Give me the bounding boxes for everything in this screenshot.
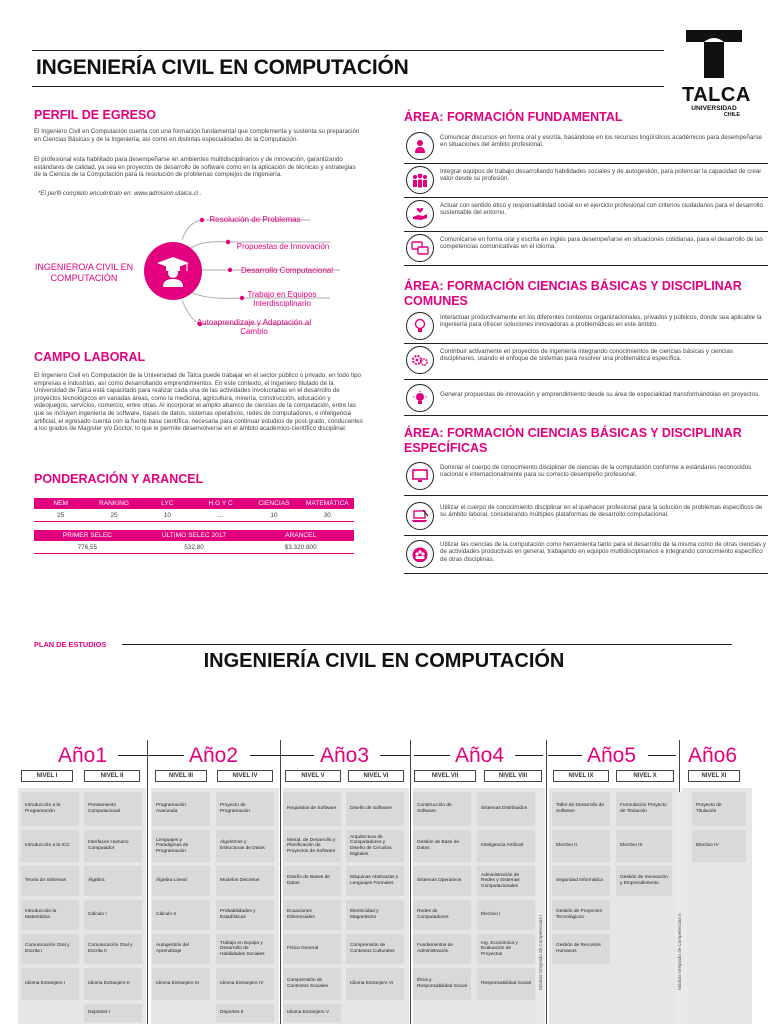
area-title: ÁREA: FORMACIÓN CIENCIAS BÁSICAS Y DISCIPLINAR COMUNES bbox=[404, 279, 742, 308]
year-line bbox=[380, 755, 410, 756]
course-card: Modelos Discretos bbox=[216, 866, 274, 896]
course-card: Lenguajes y Paradigmas de Programación bbox=[152, 830, 210, 862]
year-line bbox=[250, 755, 314, 756]
table-cell: 10 bbox=[163, 511, 171, 519]
header-bottom-line bbox=[32, 86, 664, 87]
course-card: Comunicación Oral y Escrita II bbox=[84, 934, 142, 964]
table-header-cell: LYC bbox=[161, 500, 174, 507]
area-item bbox=[404, 310, 768, 344]
area-item-text: Dominar el cuerpo de conocimiento disciplinar de ciencias de la computación conforme a estándares reconocidos nacional e internacionalmente para su correcto desempeño profesional. bbox=[440, 464, 752, 479]
year-line bbox=[150, 755, 184, 756]
plan-title: INGENIERÍA CIVIL EN COMPUTACIÓN bbox=[203, 650, 565, 672]
course-card: Comprensión de Contextos Sociales bbox=[283, 968, 341, 1000]
perfil-paragraph-2: El profesional esta habilitado para desempeñarse en ambientes multidisciplinarios y de innovación, garantizando estándares de calidad, ya sea en proyectos de desarrollo de software como en la aplicación de técnicas y estrategias de la Ciencia de la Computación para la resolución de problemas complejos de Ingeniería. bbox=[34, 156, 356, 179]
course-card: Gestión de Innovación y Emprendimiento bbox=[616, 866, 672, 896]
nivel-label: NIVEL XI bbox=[688, 770, 740, 782]
team-icon bbox=[406, 166, 434, 194]
speaker-icon bbox=[406, 132, 434, 160]
campo-paragraph: El Ingeniero Civil en Computación de la Universidad de Talca puede trabajar en el sector público o privado, en todo tipo empresas e industrias, así como desarrollando emprendimientos. En este contexto, el Ingeniero titulado de la Universidad de Talca está capacitado para realizar cada una de las actividades involucradas en el desarrollo de proyectos tecnológicos en variadas áreas, como la medicina, agricultura, minería, construcción, educación y videojuegos, servicios, comercio, entre otras. Al incorporar el amplio abanico de ciencias de la computación, entre las que se incluyen ingeniería de software, bases de datos, sistemas operativos, redes de computadores, e inteligencia artificial, el egresado cuenta con la fuerte base científica, necesaria para continuar estudios de post-grado, conducentes a los grados de Magíster y/o Doctor, lo que le permite desenvolverse en el ámbito académico-científico disciplinar. bbox=[34, 372, 363, 433]
course-card: Diseño de Bases de Datos bbox=[283, 866, 341, 896]
year-label: Año2 bbox=[189, 744, 239, 767]
area-item-text: Interactuar productivamente en los diferentes contextos organizacionales, privados y públicos, donde sea aplicable la ingeniería para ofrecer soluciones innovadoras a problemáticas en este ámbito. bbox=[440, 314, 762, 329]
course-card: Álgebra bbox=[84, 866, 142, 896]
nivel-label: NIVEL X bbox=[616, 770, 674, 782]
course-card: Álgebra Lineal bbox=[152, 866, 210, 896]
course-card: Ing. Económica y Evaluación de Proyectos bbox=[477, 934, 535, 964]
logo-sub1: UNIVERSIDAD bbox=[691, 105, 737, 112]
course-card: Construcción de Software bbox=[413, 792, 471, 826]
ponderacion-title: PONDERACIÓN Y ARANCEL bbox=[34, 472, 204, 486]
course-card: Idioma Extranjero II bbox=[84, 968, 142, 1000]
course-card: Comunicación Oral y Escrita I bbox=[21, 934, 79, 964]
year-separator bbox=[546, 740, 547, 1024]
course-card: Idioma Extranjero VI bbox=[346, 968, 404, 1000]
branch-label: Propuestas de Innovación bbox=[236, 242, 330, 251]
course-card: Ética y Responsabilidad Social bbox=[413, 968, 471, 1000]
university-logo bbox=[682, 28, 751, 118]
branch-label: Resolución de Problemas bbox=[209, 215, 301, 224]
divider bbox=[404, 495, 768, 496]
course-card: Programación Avanzada bbox=[152, 792, 210, 826]
plan-category: PLAN DE ESTUDIOS bbox=[34, 640, 107, 649]
course-card: Requisitos de Software bbox=[283, 792, 341, 826]
course-card: Metod. de Desarrollo y Planificación de Proyectos de Software bbox=[283, 830, 341, 862]
course-card: Cálculo I bbox=[84, 900, 142, 930]
area-item bbox=[404, 460, 768, 496]
table-header-cell: MATEMÁTICA bbox=[305, 500, 349, 507]
course-card: Algoritmos y Estructuras de Datos bbox=[216, 830, 274, 862]
divider bbox=[404, 535, 768, 536]
branch-label: Autoaprendizaje y Adaptación al Cambio bbox=[196, 318, 312, 336]
course-card: Introducción a la ICC bbox=[21, 830, 79, 862]
course-card: Cálculo II bbox=[152, 900, 210, 930]
year-label: Año4 bbox=[455, 744, 505, 767]
course-card: Inteligencia Artificial bbox=[477, 830, 535, 862]
course-card: Gestión de Base de Datos bbox=[413, 830, 471, 862]
area-item bbox=[404, 198, 768, 232]
gears-icon bbox=[406, 346, 434, 374]
area-item bbox=[404, 164, 768, 198]
ponderacion-table bbox=[34, 498, 354, 554]
table-header-cell: H.G Y C bbox=[208, 500, 233, 507]
course-card: Comprensión de Contextos Culturales bbox=[346, 934, 404, 964]
area-item-text: Contribuir activamente en proyectos de ingeniería integrando conocimientos de ciencias básicas y ciencias disciplinares, usando el enfoque de sistemas para resolver una problemática específica. bbox=[440, 348, 734, 363]
area-item-text: Actuar con sentido ético y responsabilidad social en el ejercicio profesional con criterios ciudadanos para el desarrollo sustentable del entorno. bbox=[440, 202, 763, 217]
table-cell: 776,55 bbox=[77, 543, 98, 551]
course-card: Electivo II bbox=[552, 830, 610, 862]
table-header-cell: ARANCEL bbox=[285, 532, 317, 539]
area-item-text: Integrar equipos de trabajo desarrollando habilidades sociales y de autogestión, para potenciar la capacidad de crear valor desde su profesión. bbox=[440, 168, 762, 183]
module-label: Módulo Integrado de Competencias I bbox=[538, 914, 543, 990]
campo-title: CAMPO LABORAL bbox=[34, 350, 146, 364]
monitor-icon bbox=[406, 462, 434, 490]
table-cell: 10 bbox=[270, 511, 278, 519]
logo-sub2: CHILE bbox=[723, 112, 740, 118]
graduate-icon bbox=[144, 242, 202, 300]
page-title: INGENIERÍA CIVIL EN COMPUTACIÓN bbox=[36, 56, 409, 79]
table-header-cell: CIENCIAS bbox=[258, 500, 290, 507]
course-card: Introducción la Matemática bbox=[21, 900, 79, 930]
table-header-cell: NEM bbox=[53, 500, 68, 507]
year-line bbox=[515, 755, 543, 756]
logo-mark bbox=[682, 28, 746, 80]
nivel-label: NIVEL II bbox=[84, 770, 140, 782]
nivel-label: NIVEL IX bbox=[553, 770, 609, 782]
nivel-label: NIVEL I bbox=[21, 770, 73, 782]
course-card: Seguridad Informática bbox=[552, 866, 610, 896]
laptop-pen-icon bbox=[406, 502, 434, 530]
course-card: Idioma Extranjero III bbox=[152, 968, 210, 1000]
course-card: Gestión de Proyectos Tecnológicos bbox=[552, 900, 610, 930]
course-card: Sistemas Distribuidos bbox=[477, 792, 535, 826]
divider bbox=[404, 573, 768, 574]
nivel-label: NIVEL VII bbox=[414, 770, 476, 782]
year-separator bbox=[280, 740, 281, 1024]
year-label: Año6 bbox=[688, 744, 738, 767]
divider bbox=[404, 415, 768, 416]
area-item bbox=[404, 232, 768, 266]
idea-icon bbox=[406, 384, 434, 412]
year-separator bbox=[410, 740, 411, 1024]
area-title: ÁREA: FORMACIÓN CIENCIAS BÁSICAS Y DISCIPLINAR ESPECÍFICAS bbox=[404, 426, 742, 455]
table-cell: 30 bbox=[323, 511, 331, 519]
branch-label: Trabajo en Equipos Interdisciplinario bbox=[247, 290, 317, 308]
course-card: Ecuaciones Diferenciales bbox=[283, 900, 341, 930]
table-header-cell: ÚLTIMO SELEC 2017 bbox=[161, 532, 227, 539]
course-card: Pensamiento Computacional bbox=[84, 792, 142, 826]
course-card: Electivo IV bbox=[692, 830, 746, 862]
area-item bbox=[404, 382, 768, 416]
area-item bbox=[404, 500, 768, 536]
area-title: ÁREA: FORMACIÓN FUNDAMENTAL bbox=[404, 110, 623, 124]
area-item-text: Utilizar el cuerpo de conocimiento disciplinar en el quehacer profesional para la solución de problemas específicos de su ámbito laboral, considerando múltiples plataformas de desarrollo computacional. bbox=[440, 504, 763, 519]
table-cell: 25 bbox=[110, 511, 118, 519]
course-card: Idioma Extranjero I bbox=[21, 968, 79, 1000]
nivel-label: NIVEL VIII bbox=[484, 770, 542, 782]
course-card: Idioma Extranjero IV bbox=[216, 968, 274, 1000]
course-card: Diseño de Software bbox=[346, 792, 404, 826]
course-card: Autogestión del Aprendizaje bbox=[152, 934, 210, 964]
course-card: Redes de Computadores bbox=[413, 900, 471, 930]
table-row bbox=[34, 509, 354, 521]
area-item bbox=[404, 538, 768, 574]
table-header-cell: PRIMER SELEC bbox=[62, 532, 112, 539]
course-card: Electivo III bbox=[616, 830, 672, 862]
group-icon bbox=[406, 540, 434, 568]
course-card: Sistemas Operativos bbox=[413, 866, 471, 896]
perfil-center-label: INGENIERO/A CIVIL EN COMPUTACIÓN bbox=[34, 262, 134, 283]
divider bbox=[404, 265, 768, 266]
module-label: Módulo Integrado de Competencias II bbox=[677, 913, 682, 990]
branch-label: Desarrollo Computacional bbox=[240, 266, 334, 275]
chat-icon bbox=[406, 234, 434, 262]
course-card: Probabilidades y Estadísticas bbox=[216, 900, 274, 930]
logo-name: TALCA bbox=[682, 84, 751, 106]
year-label: Año3 bbox=[320, 744, 370, 767]
course-card: Máquinas Abstractas y Lenguajes Formales bbox=[346, 866, 404, 896]
area-item-text: Utilizar las ciencias de la computación como herramienta tanto para el desarrollo de la misma como de otras ciencias y de actividades productivas en general, trabajando en equipos multidisciplinarios e integrando conocimiento específico de otras disciplinas. bbox=[440, 541, 767, 563]
course-card: Administración de Redes y Sistemas Computacionales bbox=[477, 866, 535, 896]
nivel-label: NIVEL VI bbox=[348, 770, 404, 782]
course-card: Proyecto de Programación bbox=[216, 792, 274, 826]
course-card: Introducción a la Programación bbox=[21, 792, 79, 826]
course-card: Responsabilidad Social bbox=[477, 968, 535, 1000]
course-card: Arquitectura de Computadores y Diseño de Circuitos Digitales bbox=[346, 830, 404, 862]
course-card: Gestión de Recursos Humanos bbox=[552, 934, 610, 964]
course-card: Taller de Desarrollo de Software bbox=[552, 792, 610, 826]
nivel-label: NIVEL III bbox=[155, 770, 207, 782]
nivel-label: NIVEL IV bbox=[217, 770, 273, 782]
area-item-text: Comunicarse en forma oral y escrita en inglés para desempeñarse en situaciones cotidianas, para el desarrollo de las competencias comunicativas en el idioma. bbox=[440, 236, 763, 251]
year-line bbox=[118, 755, 150, 756]
table-cell: 25 bbox=[57, 511, 65, 519]
course-card: Teoría de Sistemas bbox=[21, 866, 79, 896]
course-card: Trabajo en Equipo y Desarrollo de Habilidades Sociales bbox=[216, 934, 274, 964]
table-cell: 532,80 bbox=[184, 543, 204, 551]
area-item bbox=[404, 344, 768, 380]
course-card: Proyecto de Titulación bbox=[692, 792, 746, 826]
course-card: Electivo I bbox=[477, 900, 535, 930]
year-line bbox=[548, 755, 582, 756]
bulb-icon bbox=[406, 312, 434, 340]
course-card: Idioma Extranjero V bbox=[283, 1004, 341, 1022]
area-item-text: Comunicar discursos en forma oral y escrita, basándose en los recursos lingüísticos académicos para desempeñarse en situaciones del ámbito profesional. bbox=[440, 134, 762, 149]
header-top-line bbox=[32, 50, 664, 51]
table-header bbox=[34, 498, 354, 509]
course-card: Fundamentos de Administración bbox=[413, 934, 471, 964]
course-card: Física General bbox=[283, 934, 341, 964]
course-card: Deportes II bbox=[216, 1004, 274, 1022]
year-label: Año5 bbox=[587, 744, 637, 767]
perfil-paragraph-1: El Ingeniero Civil en Computación cuenta con una formación fundamental que complementa y sustenta su preparación en Ciencias Básicas y de la Ingeniería, así como en distintas especialidades de la Computación. bbox=[34, 128, 360, 143]
year-line bbox=[648, 755, 676, 756]
table-cell: $3.320.800 bbox=[284, 543, 317, 551]
table-header bbox=[34, 530, 354, 541]
year-line bbox=[414, 755, 450, 756]
divider bbox=[404, 379, 768, 380]
year-separator bbox=[147, 740, 148, 1024]
course-card: Deportes I bbox=[84, 1004, 142, 1022]
nivel-label: NIVEL V bbox=[285, 770, 341, 782]
hand-heart-icon bbox=[406, 200, 434, 228]
course-card: Formulación Proyecto de Titulación bbox=[616, 792, 672, 826]
year-label: Año1 bbox=[58, 744, 108, 767]
perfil-title: PERFIL DE EGRESO bbox=[34, 108, 157, 122]
plan-divider bbox=[122, 644, 732, 645]
table-header-cell: RANKING bbox=[98, 500, 130, 507]
course-card: Electricidad y Magnetismo bbox=[346, 900, 404, 930]
area-item bbox=[404, 130, 768, 164]
perfil-note: *El perfil completo encuéntralo en: www.admision.utalca.cl . bbox=[38, 190, 202, 197]
table-cell: ... bbox=[217, 511, 224, 519]
area-item-text: Generar propuestas de innovación y emprendimiento desde su área de especialidad transformándolas en proyectos. bbox=[440, 391, 760, 398]
course-card: Interfaces Humano Computador bbox=[84, 830, 142, 862]
table-row bbox=[34, 541, 354, 553]
